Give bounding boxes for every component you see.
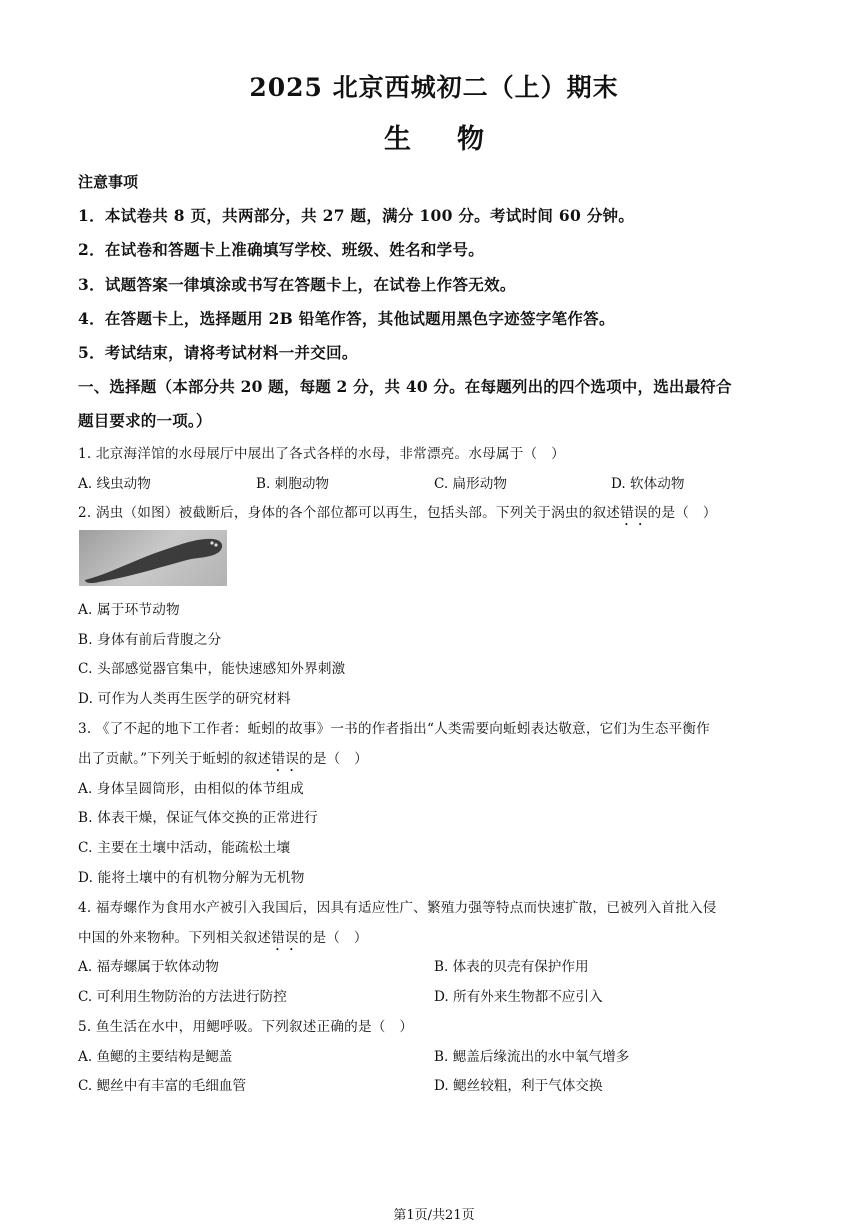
question-2-option-a: A. 属于环节动物 [78, 602, 180, 618]
question-1-stem: 1. 北京海洋馆的水母展厅中展出了各式各样的水母，非常漂亮。水母属于（ ） [78, 446, 565, 462]
question-2-stem-text: 2. 涡虫（如图）被截断后，身体的各个部位都可以再生，包括头部。下列关于涡虫的叙述 [78, 505, 621, 521]
question-5-stem: 5. 鱼生活在水中，用鳃呼吸。下列叙述正确的是（ ） [78, 1019, 414, 1035]
question-4-option-a: A. 福寿螺属于软体动物 [78, 959, 219, 975]
flatworm-icon [79, 530, 227, 586]
page-number: 第1页/共21页 [393, 1208, 475, 1223]
question-3-option-b: B. 体表干燥，保证气体交换的正常进行 [78, 810, 318, 826]
question-2-option-d: D. 可作为人类再生医学的研究材料 [78, 691, 291, 707]
section-heading-line-2: 题目要求的一项。） [78, 411, 212, 430]
subject-title [0, 117, 868, 156]
question-4-stem-line-1: 4. 福寿螺作为食用水产被引入我国后，因具有适应性广、繁殖力强等特点而快速扩散，已被列入首批入侵 [78, 900, 717, 916]
question-4-option-d: D. 所有外来生物都不应引入 [434, 989, 603, 1005]
question-2-stem-end: 的是（ ） [647, 505, 717, 521]
question-3-stem-end: 的是（ ） [299, 751, 369, 767]
question-3-stem-line-2 [78, 747, 368, 775]
question-5-option-d: D. 鳃丝较粗，利于气体交换 [434, 1078, 603, 1094]
notice-item-2: 2．在试卷和答题卡上准确填写学校、班级、姓名和学号。 [78, 240, 485, 259]
notice-item-4: 4．在答题卡上，选择题用 2B 铅笔作答，其他试题用黑色字迹签字笔作答。 [78, 309, 615, 328]
question-4-option-c: C. 可利用生物防治的方法进行防控 [78, 989, 287, 1005]
subject-char-1: 生 [384, 124, 411, 155]
question-2-option-b: B. 身体有前后背腹之分 [78, 632, 222, 648]
question-3-stem-line-1: 3. 《了不起的地下工作者：蚯蚓的故事》一书的作者指出“人类需要向蚯蚓表达敬意，它们为生态平衡作 [78, 721, 710, 737]
question-5-option-a: A. 鱼鳃的主要结构是鳃盖 [78, 1049, 233, 1065]
question-1-option-d: D. 软体动物 [611, 476, 685, 492]
question-5-option-b: B. 鳃盖后缘流出的水中氧气增多 [434, 1049, 630, 1065]
section-heading-line-1: 一、选择题（本部分共 20 题，每题 2 分，共 40 分。在每题列出的四个选项中，选出最符合 [78, 377, 732, 396]
exam-title: 2025 北京西城初二（上）期末 [249, 73, 619, 102]
question-3-option-d: D. 能将土壤中的有机物分解为无机物 [78, 870, 305, 886]
question-4-stem-end: 的是（ ） [298, 930, 368, 946]
flatworm-image [79, 530, 227, 586]
notice-item-5: 5．考试结束，请将考试材料一并交回。 [78, 343, 358, 362]
subject-char-2: 物 [457, 124, 484, 155]
question-1-option-c: C. 扁形动物 [434, 476, 507, 492]
question-3-option-c: C. 主要在土壤中活动，能疏松土壤 [78, 840, 291, 856]
notice-item-3: 3．试题答案一律填涂或书写在答题卡上，在试卷上作答无效。 [78, 275, 516, 294]
question-3-emphasis: 错误 [271, 751, 300, 767]
question-4-option-b: B. 体表的贝壳有保护作用 [434, 959, 589, 975]
question-3-option-a: A. 身体呈圆筒形，由相似的体节组成 [78, 781, 304, 797]
question-2-option-c: C. 头部感觉器官集中，能快速感知外界刺激 [78, 661, 346, 677]
question-2-stem [78, 501, 717, 529]
question-5-option-c: C. 鳃丝中有丰富的毛细血管 [78, 1078, 247, 1094]
question-4-emphasis: 错误 [271, 930, 299, 946]
question-1-option-b: B. 刺胞动物 [256, 476, 330, 492]
notice-item-1: 1．本试卷共 8 页，共两部分，共 27 题，满分 100 分。考试时间 60 分钟。 [78, 206, 635, 225]
notice-heading: 注意事项 [78, 173, 139, 191]
question-3-stem-text: 出了贡献。”下列关于蚯蚓的叙述 [78, 751, 272, 767]
question-2-emphasis: 错误 [620, 505, 648, 521]
question-1-option-a: A. 线虫动物 [78, 476, 151, 492]
question-4-stem-line-2 [78, 926, 368, 954]
question-4-stem-text: 中国的外来物种。下列相关叙述 [78, 930, 272, 946]
